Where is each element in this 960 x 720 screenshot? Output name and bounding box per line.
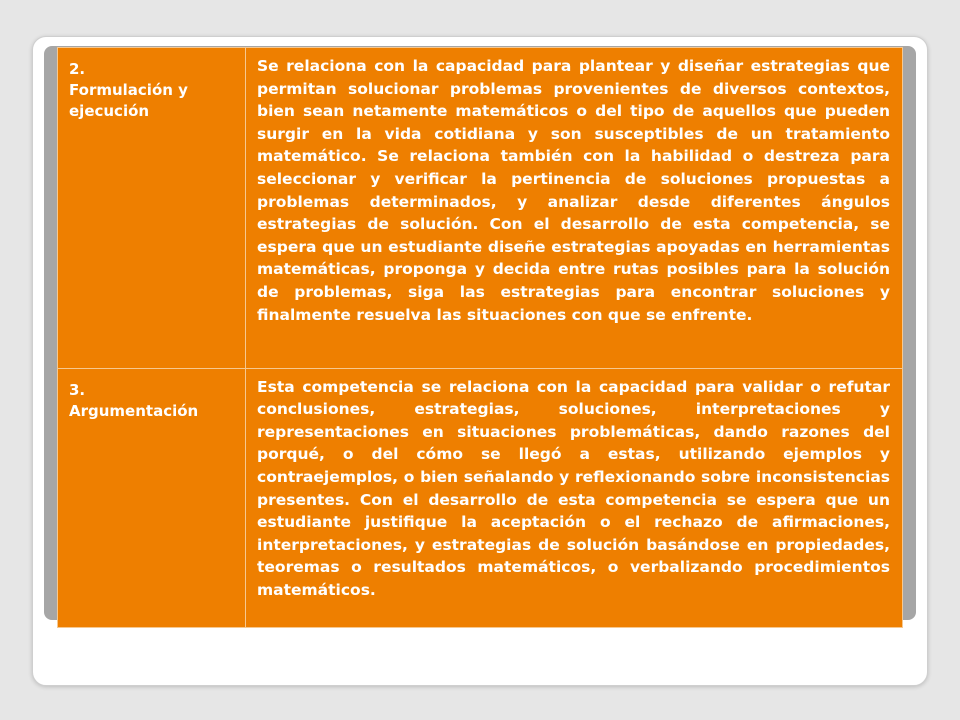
competency-label-cell: [58, 368, 246, 627]
table-row: [58, 48, 903, 369]
competency-number: 3.: [69, 380, 86, 399]
table-row: [58, 368, 903, 627]
competency-label-cell: [58, 48, 246, 369]
competency-table: [57, 47, 903, 628]
competency-number: 2.: [69, 60, 86, 78]
competency-description: Se relaciona con la capacidad para plantear y diseñar estrategias que permitan solucionar problemas provenientes de diversos contextos, bien sean netamente matemáticos o del tipo de aquellos que pueden surgir en la vida cotidiana y son susceptibles de un tratamiento matemático. Se relaciona también con la habilidad o destreza para seleccionar y verificar la pertinencia de soluciones propuestas a problemas determinados, y analizar desde diferentes ángulos estrategias de solución. Con el desarrollo de esta competencia, se espera que un estudiante diseñe estrategias apoyadas en herramientas matemáticas, proponga y decida entre rutas posibles para la solución de problemas, siga las estrategias para encontrar soluciones y finalmente resuelva las situaciones con que se enfrente.: [246, 48, 903, 369]
competency-title: Argumentación: [69, 401, 199, 420]
competency-title: Formulación y ejecución: [69, 81, 188, 120]
competency-description: Esta competencia se relaciona con la capacidad para validar o refutar conclusiones, estrategias, soluciones, interpretaciones y representaciones en situaciones problemáticas, dando razones del porqué, o del cómo se llegó a estas, utilizando ejemplos y contraejemplos, o bien señalando y reflexionando sobre inconsistencias presentes. Con el desarrollo de esta competencia se espera que un estudiante justifique la aceptación o el rechazo de afirmaciones, interpretaciones, y estrategias de solución basándose en propiedades, teoremas o resultados matemáticos, o verbalizando procedimientos matemáticos.: [246, 368, 903, 627]
